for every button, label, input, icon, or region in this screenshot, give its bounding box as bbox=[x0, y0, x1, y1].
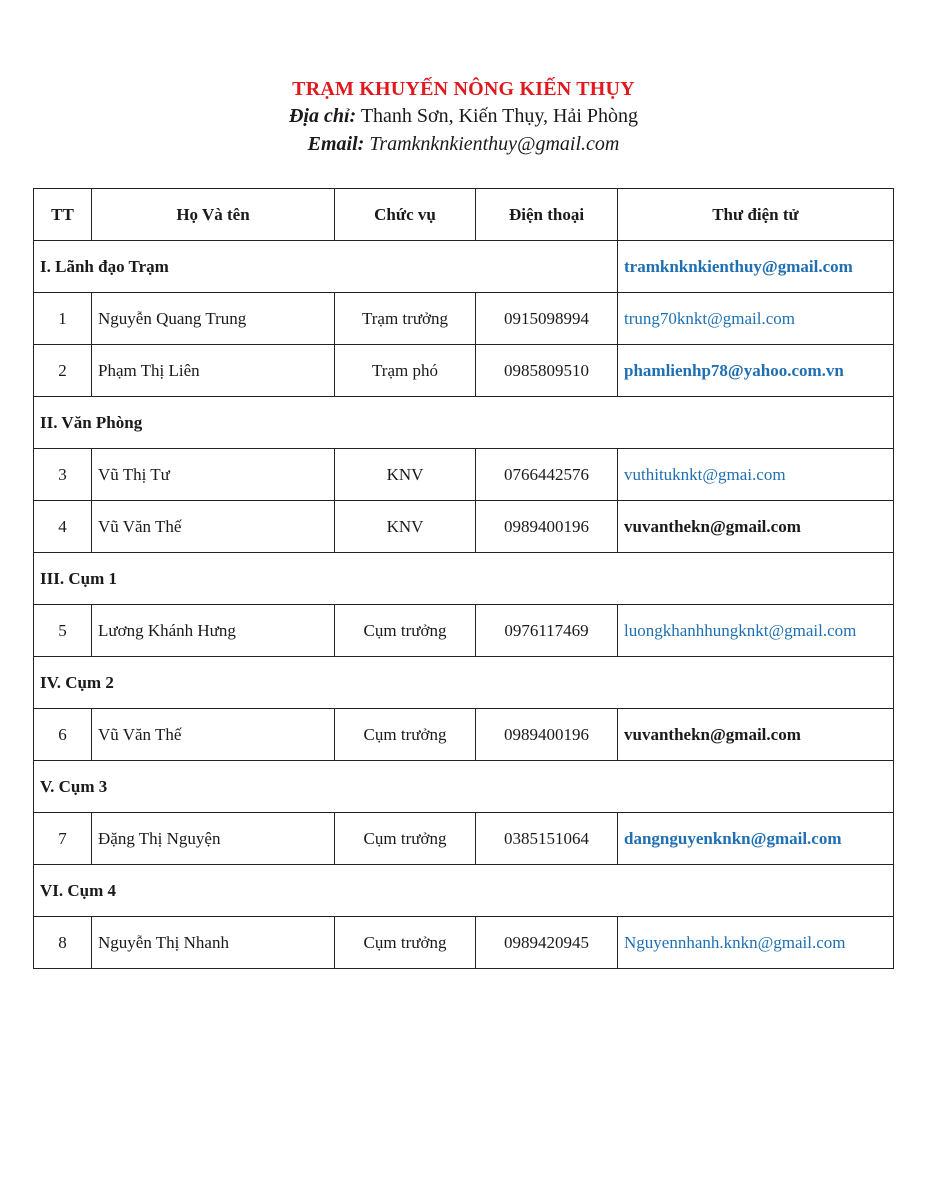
address-value: Thanh Sơn, Kiến Thụy, Hải Phòng bbox=[360, 105, 639, 127]
row-role: Cụm trưởng bbox=[335, 709, 476, 761]
row-email[interactable]: dangnguyenknkn@gmail.com bbox=[618, 813, 894, 865]
section-title: II. Văn Phòng bbox=[34, 397, 894, 449]
row-role: KNV bbox=[335, 449, 476, 501]
row-tt: 6 bbox=[34, 709, 92, 761]
row-email[interactable]: luongkhanhhungknkt@gmail.com bbox=[618, 605, 894, 657]
row-tt: 7 bbox=[34, 813, 92, 865]
row-phone: 0766442576 bbox=[476, 449, 618, 501]
row-name: Vũ Thị Tư bbox=[92, 449, 335, 501]
row-name: Vũ Văn Thế bbox=[92, 709, 335, 761]
row-tt: 4 bbox=[34, 501, 92, 553]
row-phone: 0989400196 bbox=[476, 501, 618, 553]
row-phone: 0985809510 bbox=[476, 345, 618, 397]
section-title: IV. Cụm 2 bbox=[34, 657, 894, 709]
row-name: Lương Khánh Hưng bbox=[92, 605, 335, 657]
row-phone: 0385151064 bbox=[476, 813, 618, 865]
header-name: Họ Và tên bbox=[92, 189, 335, 241]
table-row bbox=[34, 501, 894, 553]
address-label: Địa chỉ: bbox=[288, 105, 357, 127]
row-email[interactable]: phamlienhp78@yahoo.com.vn bbox=[618, 345, 894, 397]
section-title: I. Lãnh đạo Trạm bbox=[34, 241, 618, 293]
row-tt: 2 bbox=[34, 345, 92, 397]
section-title: V. Cụm 3 bbox=[34, 761, 894, 813]
email-line bbox=[0, 130, 927, 158]
table-row bbox=[34, 813, 894, 865]
table-row bbox=[34, 605, 894, 657]
section-row bbox=[34, 657, 894, 709]
row-phone: 0989400196 bbox=[476, 709, 618, 761]
address-line bbox=[0, 102, 927, 130]
row-role: Trạm trưởng bbox=[335, 293, 476, 345]
row-tt: 1 bbox=[34, 293, 92, 345]
row-phone: 0915098994 bbox=[476, 293, 618, 345]
org-title: TRẠM KHUYẾN NÔNG KIẾN THỤY bbox=[292, 78, 635, 100]
table-row bbox=[34, 345, 894, 397]
table-row bbox=[34, 449, 894, 501]
row-name: Nguyễn Thị Nhanh bbox=[92, 917, 335, 969]
table-row bbox=[34, 709, 894, 761]
section-row bbox=[34, 241, 894, 293]
header-tt: TT bbox=[34, 189, 92, 241]
row-email[interactable]: vuvanthekn@gmail.com bbox=[618, 501, 894, 553]
section-row bbox=[34, 553, 894, 605]
header-role: Chức vụ bbox=[335, 189, 476, 241]
row-email[interactable]: Nguyennhanh.knkn@gmail.com bbox=[618, 917, 894, 969]
header-email: Thư điện tử bbox=[618, 189, 894, 241]
row-phone: 0989420945 bbox=[476, 917, 618, 969]
table-header-row bbox=[34, 189, 894, 241]
section-row bbox=[34, 761, 894, 813]
email-label: Email: bbox=[307, 133, 365, 155]
row-tt: 8 bbox=[34, 917, 92, 969]
row-email[interactable]: vuvanthekn@gmail.com bbox=[618, 709, 894, 761]
section-row bbox=[34, 865, 894, 917]
table-row bbox=[34, 917, 894, 969]
table-row bbox=[34, 293, 894, 345]
email-value[interactable]: Tramknknkienthuy@gmail.com bbox=[369, 133, 620, 155]
row-role: Cụm trưởng bbox=[335, 813, 476, 865]
row-name: Vũ Văn Thế bbox=[92, 501, 335, 553]
row-tt: 3 bbox=[34, 449, 92, 501]
row-name: Đặng Thị Nguyện bbox=[92, 813, 335, 865]
row-role: Cụm trưởng bbox=[335, 605, 476, 657]
row-email[interactable]: trung70knkt@gmail.com bbox=[618, 293, 894, 345]
row-name: Phạm Thị Liên bbox=[92, 345, 335, 397]
section-row bbox=[34, 397, 894, 449]
row-role: Cụm trưởng bbox=[335, 917, 476, 969]
header-phone: Điện thoại bbox=[476, 189, 618, 241]
row-name: Nguyễn Quang Trung bbox=[92, 293, 335, 345]
row-phone: 0976117469 bbox=[476, 605, 618, 657]
section-title: III. Cụm 1 bbox=[34, 553, 894, 605]
row-role: KNV bbox=[335, 501, 476, 553]
staff-table bbox=[33, 188, 894, 969]
section-email[interactable]: tramknknkienthuy@gmail.com bbox=[618, 241, 894, 293]
section-title: VI. Cụm 4 bbox=[34, 865, 894, 917]
row-tt: 5 bbox=[34, 605, 92, 657]
document-header bbox=[0, 76, 927, 158]
row-email[interactable]: vuthituknkt@gmai.com bbox=[618, 449, 894, 501]
row-role: Trạm phó bbox=[335, 345, 476, 397]
